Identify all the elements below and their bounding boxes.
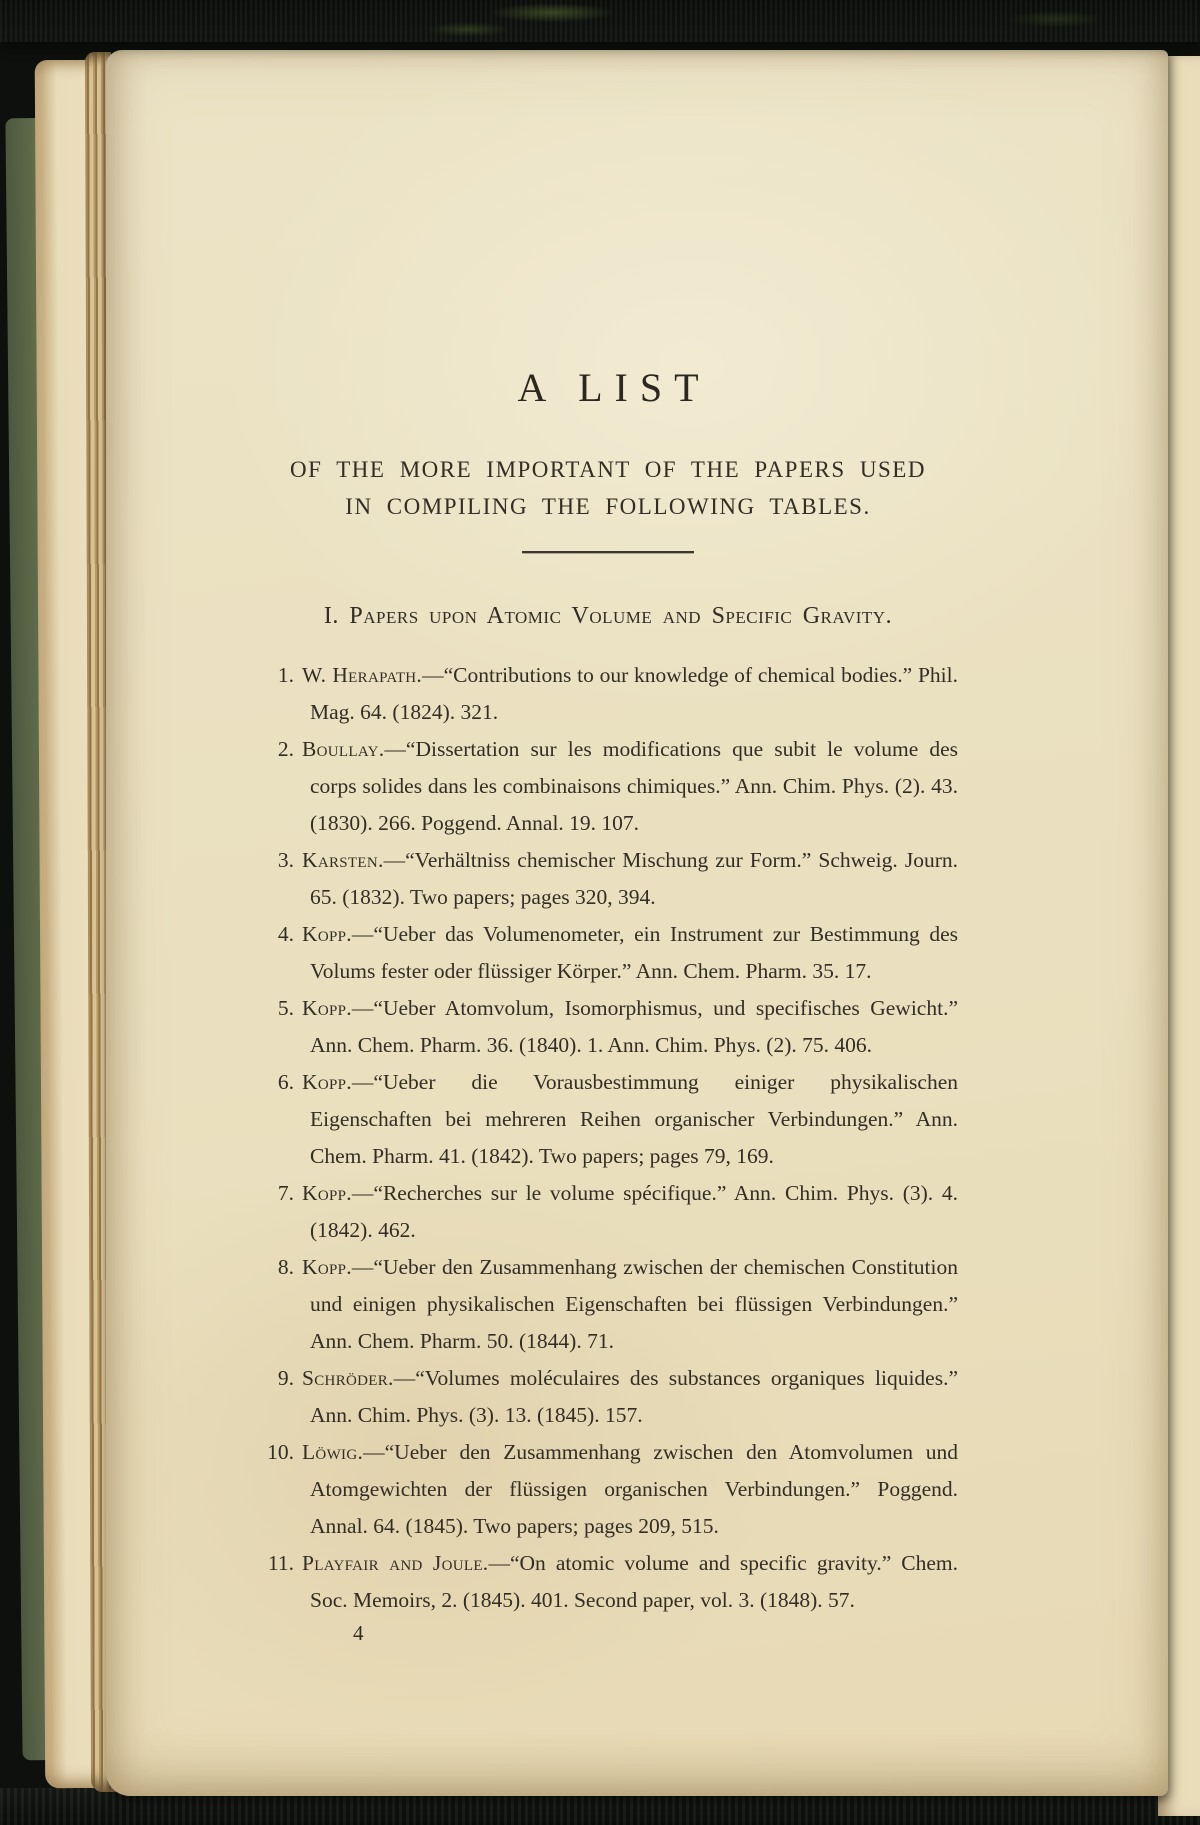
reference-text: —“Ueber den Zusammenhang zwischen der chemischen Constitution und einigen physikalischen Eigenschaften bei flüssigen Verbindungen.” Ann. Chem. Pharm. 50. (1844). 71. (310, 1255, 958, 1353)
reference-text: —“Ueber Atomvolum, Isomorphismus, und specifisches Gewicht.” Ann. Chem. Pharm. 36. (1840). 1. Ann. Chim. Phys. (2). 75. 406. (310, 996, 958, 1057)
reference-number: 7. (277, 1181, 294, 1205)
reference-item (258, 1175, 958, 1249)
reference-author: Boullay. (302, 737, 385, 761)
reference-author: Karsten. (302, 848, 384, 872)
page-content (258, 50, 958, 1646)
reference-number: 8. (277, 1255, 294, 1279)
reference-author: Playfair and Joule. (302, 1551, 489, 1575)
reference-item (258, 1545, 958, 1619)
subtitle-line-1: OF THE MORE IMPORTANT OF THE PAPERS USED (290, 457, 926, 482)
reference-author: Schröder. (302, 1366, 394, 1390)
reference-item (258, 916, 958, 990)
reference-number: 4. (277, 922, 294, 946)
reference-text: —“Contributions to our knowledge of chemical bodies.” Phil. Mag. 64. (1824). 321. (310, 663, 959, 724)
reference-number: 9. (277, 1366, 294, 1390)
reference-author: Kopp. (302, 996, 352, 1020)
reference-item (258, 657, 958, 731)
reference-item (258, 1360, 958, 1434)
reference-item (258, 1064, 958, 1175)
reference-author: Kopp. (302, 1070, 352, 1094)
reference-number: 11. (267, 1551, 294, 1575)
page-title: A LIST (517, 365, 711, 410)
reference-number: 6. (277, 1070, 294, 1094)
reference-author: W. Herapath. (302, 663, 423, 687)
divider-rule (522, 551, 694, 553)
reference-number: 3. (277, 848, 294, 872)
reference-author: Kopp. (302, 1181, 352, 1205)
reference-text: —“Ueber die Vorausbestimmung einiger physikalischen Eigenschaften bei mehreren Reihen organischer Verbindungen.” Ann. Chem. Pharm. 41. (1842). Two papers; pages 79, 169. (310, 1070, 958, 1168)
reference-number: 1. (277, 663, 294, 687)
reference-text: —“Volumes moléculaires des substances organiques liquides.” Ann. Chim. Phys. (3). 13. (1845). 157. (310, 1366, 958, 1427)
reference-text: —“On atomic volume and specific gravity.” Chem. Soc. Memoirs, 2. (1845). 401. Second paper, vol. 3. (1848). 57. (310, 1551, 958, 1612)
reference-item (258, 1249, 958, 1360)
reference-item (258, 731, 958, 842)
reference-list (258, 657, 958, 1619)
reference-author: Kopp. (302, 922, 352, 946)
subtitle-line-2: IN COMPILING THE FOLLOWING TABLES. (345, 494, 871, 519)
reference-author: Kopp. (302, 1255, 352, 1279)
reference-item (258, 842, 958, 916)
reference-number: 2. (277, 737, 294, 761)
reference-text: —“Recherches sur le volume spécifique.” Ann. Chim. Phys. (3). 4. (1842). 462. (310, 1181, 958, 1242)
reference-text: —“Ueber den Zusammenhang zwischen den Atomvolumen und Atomgewichten der flüssigen organischen Verbindungen.” Poggend. Annal. 64. (1845). Two papers; pages 209, 515. (310, 1440, 958, 1538)
section-heading: I. Papers upon Atomic Volume and Specific Gravity. (323, 603, 893, 629)
reference-text: —“Ueber das Volumenometer, ein Instrument zur Bestimmung des Volums fester oder flüssiger Körper.” Ann. Chem. Pharm. 35. 17. (310, 922, 958, 983)
reference-item (258, 1434, 958, 1545)
book-page (106, 50, 1168, 1796)
reference-number: 10. (267, 1440, 294, 1464)
reference-item (258, 990, 958, 1064)
signature-mark: 4 (353, 1621, 364, 1645)
reference-number: 5. (277, 996, 294, 1020)
reference-author: Löwig. (302, 1440, 364, 1464)
reference-text: —“Dissertation sur les modifications que subit le volume des corps solides dans les combinaisons chimiques.” Ann. Chim. Phys. (2). 43. (1830). 266. Poggend. Annal. 19. 107. (310, 737, 958, 835)
book-cover-top (0, 0, 1200, 42)
page-subtitle (258, 451, 958, 525)
reference-text: —“Verhältniss chemischer Mischung zur Form.” Schweig. Journ. 65. (1832). Two papers; pages 320, 394. (310, 848, 958, 909)
